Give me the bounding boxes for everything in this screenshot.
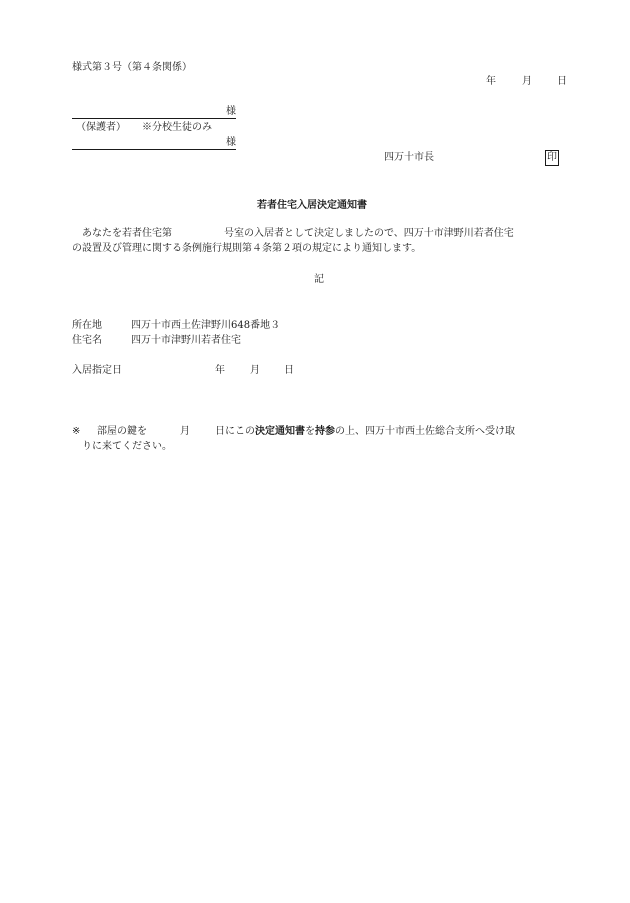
body-line-2: の設置及び管理に関する条例施行規則第４条第２項の規定により通知します。 [72, 243, 422, 254]
date-year-label: 年 [486, 76, 496, 87]
guardian-label: （保護者） [76, 122, 126, 133]
note-mark: ※ [72, 426, 81, 437]
form-number: 様式第３号（第４条関係） [72, 62, 192, 73]
note-month: 月 [180, 426, 190, 437]
house-value: 四万十市津野川若者住宅 [131, 335, 241, 346]
note-bold-1: 決定通知書 [255, 426, 305, 437]
note-bold-2: 持参 [315, 426, 335, 437]
date-day-label: 日 [557, 76, 567, 87]
document-title: 若者住宅入居決定通知書 [257, 200, 367, 211]
note-part-3: を [305, 426, 315, 437]
body-line-1b: 号室の入居者として決定しましたので、四万十市津野川若者住宅 [224, 228, 514, 239]
house-label: 住宅名 [72, 335, 102, 346]
issuer-name: 四万十市長 [384, 152, 434, 163]
ki-heading: 記 [314, 274, 324, 285]
seal-mark: 印 [545, 150, 559, 166]
note-line-1 [215, 426, 515, 438]
location-label: 所在地 [72, 320, 102, 331]
move-in-year: 年 [215, 365, 225, 376]
note-part-4: の上、四万十市西土佐総合支所へ受け取 [335, 426, 515, 437]
note-part-1: 部屋の鍵を [97, 426, 147, 437]
body-line-1a: あなたを若者住宅第 [82, 228, 172, 239]
note-part-2: 日にこの [215, 426, 255, 437]
date-month-label: 月 [522, 76, 532, 87]
move-in-day: 日 [284, 365, 294, 376]
location-value: 四万十市西土佐津野川648番地３ [131, 320, 281, 331]
addressee-honorific: 様 [226, 106, 236, 117]
guardian-honorific: 様 [226, 137, 236, 148]
note-line-2: りに来てください。 [82, 441, 172, 452]
move-in-label: 入居指定日 [72, 365, 122, 376]
guardian-note: ※分校生徒のみ [142, 122, 212, 133]
move-in-month: 月 [250, 365, 260, 376]
guardian-name-line [72, 149, 236, 150]
addressee-name-line [72, 118, 236, 119]
